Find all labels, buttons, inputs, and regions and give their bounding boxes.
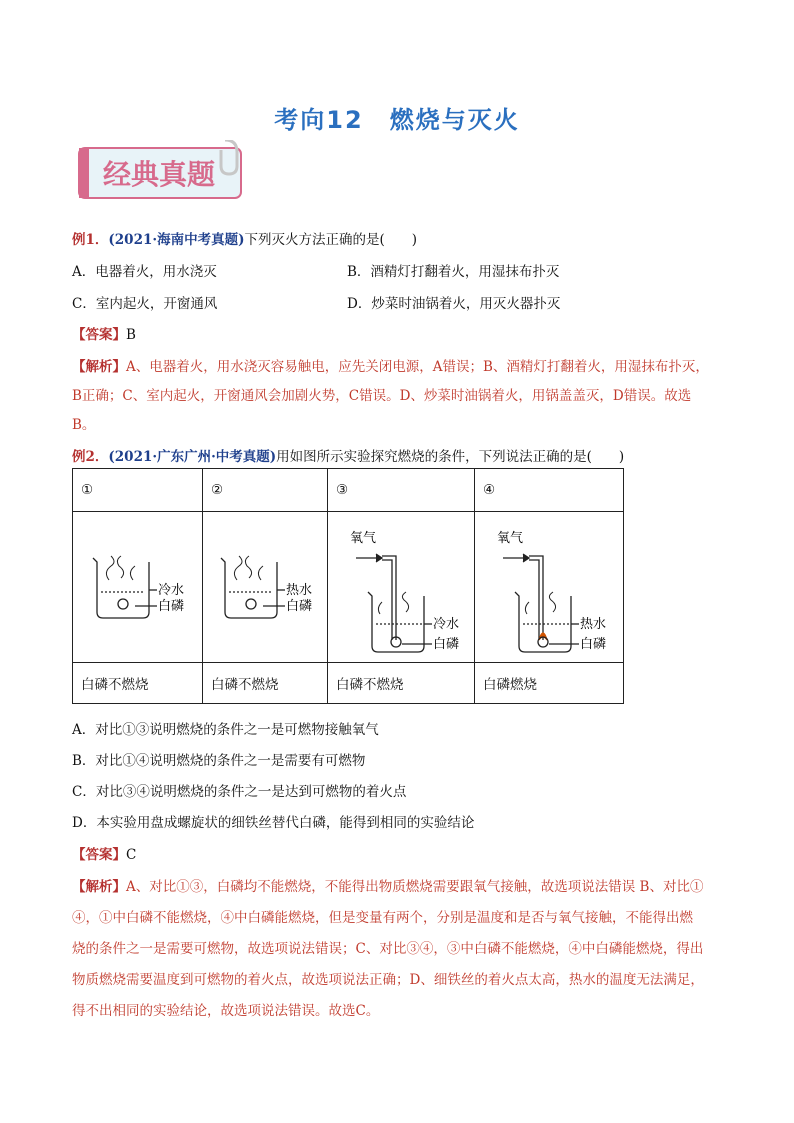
phosphorus-label-3: 白磷 [433, 637, 460, 652]
ex2-analysis-line-4: 物质燃烧需要温度到可燃物的着火点，故选项说法正确；D、细铁丝的着火点太高，热水的温度无法满足， [72, 972, 704, 988]
ex1-option-a: A．电器着火，用水浇灭 [72, 264, 217, 280]
water-label-4: 热水 [580, 617, 607, 632]
ex2-answer: C [126, 847, 137, 863]
beaker-diagram-2 [203, 512, 328, 663]
water-label-1: 冷水 [158, 583, 185, 598]
result-2: 白磷不燃烧 [203, 663, 328, 704]
ex2-analysis-line-3: 烧的条件之一是需要可燃物，故选项说法错误；C、对比③④，③中白磷不能燃烧，④中白磷能燃烧，得出 [72, 941, 704, 957]
ex1-answer: B [126, 327, 136, 343]
ex2-question-line [72, 445, 624, 465]
ex1-question-line [72, 228, 417, 248]
cell-number-3: ③ [328, 469, 475, 512]
ex1-analysis-line-2: B正确；C、室内起火，开窗通风会加剧火势，C错误。D、炒菜时油锅着火，用锅盖盖灭，D错误。故选 [72, 388, 692, 404]
ex1-answer-tag: 【答案】 [72, 327, 126, 343]
ex2-analysis-line-5: 得不出相同的实验结论，故选项说法错误。故选C。 [72, 1003, 380, 1019]
ex1-answer-line [72, 323, 136, 343]
ex1-option-b: B．酒精灯打翻着火，用湿抹布扑灭 [347, 264, 560, 280]
phosphorus-label-1: 白磷 [158, 599, 185, 614]
ex2-question: 用如图所示实验探究燃烧的条件，下列说法正确的是( ) [276, 449, 625, 465]
ex1-analysis-line-3: B。 [72, 417, 96, 433]
phosphorus-label-4: 白磷 [580, 637, 607, 652]
ex1-label: 例1． [72, 232, 109, 248]
ex2-answer-line [72, 843, 136, 863]
oxygen-label-3: 氧气 [350, 531, 377, 546]
ex2-answer-tag: 【答案】 [72, 847, 126, 863]
result-4: 白磷燃烧 [475, 663, 624, 704]
ex1-option-c: C．室内起火，开窗通风 [72, 296, 218, 312]
cell-number-2: ② [203, 469, 328, 512]
ex2-analysis-line-1: 【解析】A、对比①③，白磷均不能燃烧，不能得出物质燃烧需要跟氧气接触，故选项说法错误 B、对比① [72, 879, 704, 895]
oxygen-label-4: 氧气 [497, 531, 524, 546]
ex1-analysis-line-1: 【解析】A、电器着火，用水浇灭容易触电，应先关闭电源，A错误；B、酒精灯打翻着火，用湿抹布扑灭， [72, 359, 709, 375]
cell-number-1: ① [73, 469, 203, 512]
beaker-diagram-1 [73, 512, 203, 663]
water-label-3: 冷水 [433, 617, 460, 632]
section-banner [75, 140, 247, 202]
banner-text: 经典真题 [103, 158, 216, 191]
beaker-diagram-4 [475, 512, 624, 663]
page-title: 考向12 燃烧与灭火 [274, 106, 520, 134]
water-label-2: 热水 [286, 583, 313, 598]
ex1-option-d: D．炒菜时油锅着火，用灭火器扑灭 [347, 296, 561, 312]
ex2-analysis-tag: 【解析】 [72, 879, 126, 895]
ex2-option-b: B．对比①④说明燃烧的条件之一是需要有可燃物 [72, 753, 366, 769]
result-3: 白磷不燃烧 [328, 663, 475, 704]
ex1-analysis-tag: 【解析】 [72, 359, 126, 375]
ex2-option-c: C．对比③④说明燃烧的条件之一是达到可燃物的着火点 [72, 784, 407, 800]
cell-number-4: ④ [475, 469, 624, 512]
ex2-source: (2021·广东广州·中考真题) [108, 449, 277, 465]
phosphorus-label-2: 白磷 [286, 599, 313, 614]
ex1-question: 下列灭火方法正确的是( ) [244, 232, 418, 248]
beaker-diagram-3 [328, 512, 475, 663]
experiment-table [72, 468, 624, 704]
ex2-label: 例2． [72, 449, 109, 465]
ex2-analysis-line-2: ④，①中白磷不能燃烧，④中白磷能燃烧，但是变量有两个，分别是温度和是否与氧气接触，不能得出燃 [72, 910, 693, 926]
ex2-option-d: D．本实验用盘成螺旋状的细铁丝替代白磷，能得到相同的实验结论 [72, 815, 475, 831]
ex1-source: (2021·海南中考真题) [108, 232, 245, 248]
ex2-option-a: A．对比①③说明燃烧的条件之一是可燃物接触氧气 [72, 722, 379, 738]
result-1: 白磷不燃烧 [73, 663, 203, 704]
